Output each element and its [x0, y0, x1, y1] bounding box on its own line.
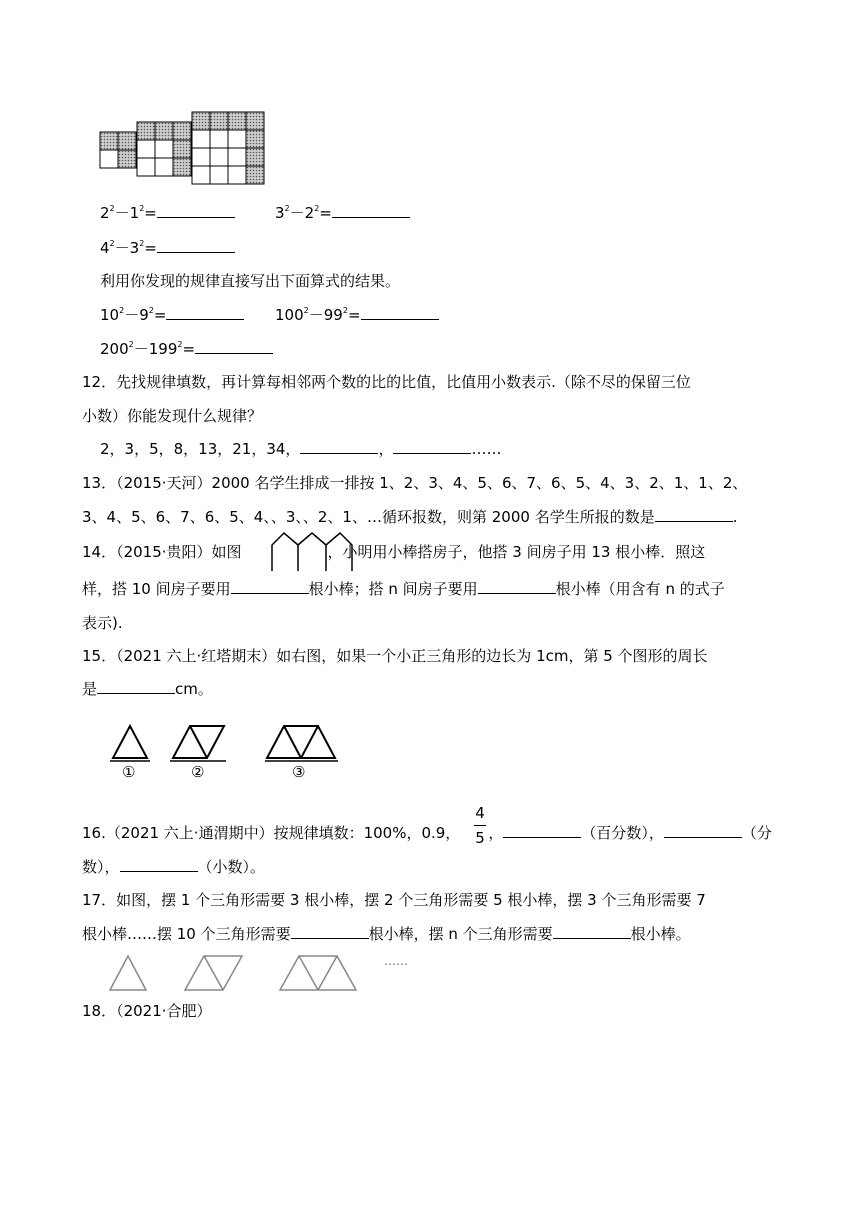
equation-3sq-2sq: $3^2-2^2=$	[275, 202, 410, 224]
q16-line1: 16.（2021 六上·通渭期中）按规律填数：100%，0.9， ， （百分数）， （分	[82, 824, 772, 842]
grid-4x4	[192, 112, 264, 184]
equation-100sq-99sq: $100^2-99^2=$	[275, 304, 439, 326]
triangle-sticks-figure	[108, 954, 378, 994]
answer-blank[interactable]	[195, 339, 273, 354]
houses-figure	[270, 531, 354, 573]
q13-line2: 3、4、5、6、7、6、5、4、、3、、2、1、…循环报数，则第 2000 名学生所报的数是 .	[82, 508, 738, 526]
q12-sequence: 2，3，5，8，13，21，34， ， ……	[100, 440, 502, 458]
figure-ellipsis: ……	[384, 954, 408, 968]
q12-line2: 小数）你能发现什么规律？	[82, 407, 263, 425]
answer-blank[interactable]	[393, 439, 471, 454]
figure-label-3: ③	[292, 763, 306, 781]
q13-line1: 13．（2015·天河）2000 名学生排成一排按 1、2、3、4、5、6、7、6、5、4、3、2、1、1、2、	[82, 474, 748, 492]
q14-line1: 14．（2015·贵阳）如图 ，小明用小棒搭房子，他搭 3 间房子用 13 根小棒．照这	[82, 543, 706, 561]
equation-2sq-1sq: $2^2-1^2=$	[100, 202, 235, 224]
squares-grid-figure	[100, 112, 270, 187]
grid-3x3	[137, 122, 191, 176]
answer-blank[interactable]	[157, 203, 235, 218]
q17-line1: 17．如图，摆 1 个三角形需要 3 根小棒，摆 2 个三角形需要 5 根小棒，摆 3 个三角形需要 7	[82, 891, 706, 909]
triangle-pattern-figure	[110, 724, 350, 784]
equation-4sq-3sq: $4^2-3^2=$	[100, 237, 235, 259]
answer-blank[interactable]	[231, 579, 309, 594]
answer-blank[interactable]	[664, 823, 742, 838]
equation-200sq-199sq: $200^2-199^2=$	[100, 338, 273, 360]
q15-line1: 15．（2021 六上·红塔期末）如右图，如果一个小正三角形的边长为 1cm，第 5 个图形的周长	[82, 647, 708, 665]
answer-blank[interactable]	[655, 507, 733, 522]
answer-blank[interactable]	[97, 679, 175, 694]
answer-blank[interactable]	[478, 579, 556, 594]
q18-line1: 18．（2021·合肥）	[82, 1002, 212, 1020]
answer-blank[interactable]	[503, 823, 581, 838]
q16-line2: 数）， （小数）。	[82, 858, 266, 876]
q15-line2: 是 cm。	[82, 680, 213, 698]
answer-blank[interactable]	[300, 439, 378, 454]
answer-blank[interactable]	[361, 305, 439, 320]
answer-blank[interactable]	[157, 238, 235, 253]
answer-blank[interactable]	[166, 305, 244, 320]
grid-2x2	[100, 132, 136, 168]
equation-10sq-9sq: $10^2-9^2=$	[100, 304, 244, 326]
q14-line3: 表示).	[82, 614, 123, 632]
answer-blank[interactable]	[120, 857, 198, 872]
answer-blank[interactable]	[291, 924, 369, 939]
instruction-text: 利用你发现的规律直接写出下面算式的结果。	[100, 272, 401, 290]
q14-line2: 样，搭 10 间房子要用 根小棒；搭 n 间房子要用 根小棒（用含有 n 的式子	[82, 580, 725, 598]
figure-label-2: ②	[191, 763, 205, 781]
q17-line2: 根小棒……摆 10 个三角形需要 根小棒，摆 n 个三角形需要 根小棒。	[82, 925, 691, 943]
fraction-four-fifths: 4 5	[475, 804, 485, 847]
q12-line1: 12．先找规律填数，再计算每相邻两个数的比的比值，比值用小数表示.（除不尽的保留三位	[82, 373, 691, 391]
figure-label-1: ①	[122, 763, 136, 781]
answer-blank[interactable]	[553, 924, 631, 939]
answer-blank[interactable]	[332, 203, 410, 218]
